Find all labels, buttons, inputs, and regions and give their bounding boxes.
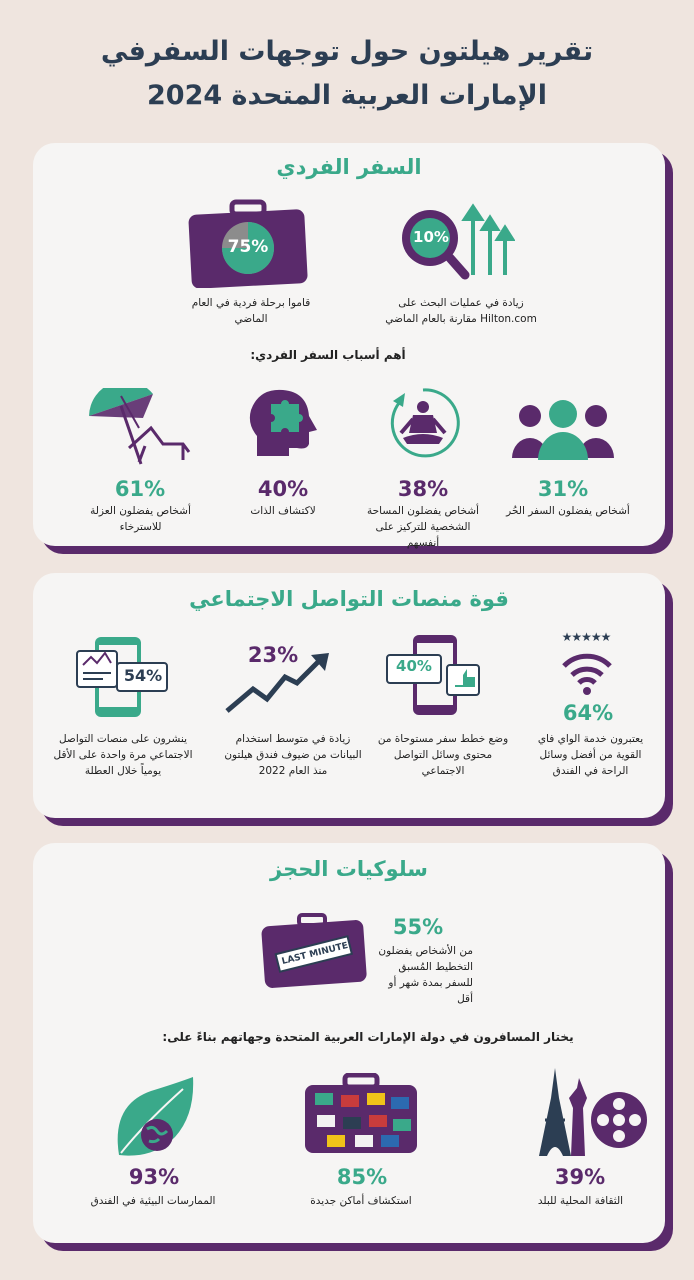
reason-3-caption: لاكتشاف الذات: [250, 505, 316, 517]
social-heading: قوة منصات التواصل الاجتماعي: [189, 587, 509, 611]
factor-3-caption: الممارسات البيئية في الفندق: [90, 1195, 216, 1207]
social-1-pct: 64%: [562, 701, 614, 725]
factor-1-caption: الثقافة المحلية للبلد: [537, 1195, 624, 1207]
social-3-pct: 23%: [247, 643, 299, 667]
landmarks-film-icon: [521, 1058, 651, 1158]
plan-caption: من الأشخاص يفضلون التخطيط المُسبق للسفر بمدة شهر أو أقل: [378, 945, 473, 1005]
social-2-caption: وضع خطط سفر مستوحاة من محتوى وسائل التواصل الاجتماعي: [377, 733, 509, 777]
group-people-icon: [508, 398, 618, 463]
social-2-pct: 40%: [396, 657, 432, 675]
factor-2-caption: استكشاف أماكن جديدة: [310, 1195, 412, 1207]
factor-1-pct: 39%: [554, 1165, 606, 1189]
factor-3-pct: 93%: [128, 1165, 180, 1189]
reason-1-caption: أشخاص يفضلون السفر الحُر: [506, 505, 630, 517]
choose-heading: يختار المسافرون في دولة الإمارات العربية المتحدة وجهاتهم بناءً على:: [162, 1030, 574, 1044]
social-1-caption: يعتبرون خدمة الواي فاي القوية من أفضل وسائل الراحة في الفندق: [537, 733, 644, 777]
title-line-1: تقرير هيلتون حول توجهات السفرفي: [100, 36, 594, 67]
booking-card: [33, 843, 665, 1243]
wifi-icon: [560, 648, 614, 696]
flags-suitcase-icon: [301, 1073, 421, 1158]
trip-caption: قاموا برحلة فردية في العام الماضي: [191, 297, 311, 325]
social-media-card: [33, 573, 665, 818]
solo-travel-card: [33, 143, 665, 549]
reason-4-pct: 61%: [114, 477, 166, 501]
solo-travel-heading: السفر الفردي: [276, 155, 422, 179]
social-4-caption: ينشرون على منصات التواصل الاجتماعي مرة واحدة على الأقل يومياً خلال العطلة: [53, 733, 193, 777]
beach-umbrella-icon: [85, 388, 195, 468]
reasons-heading: أهم أسباب السفر الفردي:: [250, 348, 406, 362]
reason-2-caption: أشخاص يفضلون المساحة الشخصية للتركيز على أنفسهم: [367, 505, 479, 549]
search-pct: 10%: [413, 228, 449, 246]
leaf-globe-icon: [111, 1075, 201, 1160]
reason-2-pct: 38%: [397, 477, 449, 501]
social-4-pct: 54%: [123, 666, 163, 685]
booking-heading: سلوكيات الحجز: [270, 857, 428, 881]
factor-2-pct: 85%: [336, 1165, 388, 1189]
trip-pct: 75%: [227, 237, 269, 257]
title-line-2: الإمارات العربية المتحدة 2024: [147, 80, 547, 111]
social-3-caption: زيادة في متوسط استخدام البيانات من ضيوف فندق هيلتون منذ العام 2022: [224, 733, 362, 777]
phone-like-icon: [385, 633, 485, 718]
reason-3-pct: 40%: [257, 477, 309, 501]
meditation-icon: [383, 383, 463, 463]
page-title: [0, 30, 694, 118]
last-minute-label: LAST MINUTE: [280, 940, 350, 968]
plan-pct: 55%: [392, 915, 444, 939]
search-caption: زيادة في عمليات البحث على Hilton.com مقارنة بالعام الماضي: [385, 297, 537, 325]
head-puzzle-icon: [245, 386, 320, 461]
reason-1-pct: 31%: [537, 477, 589, 501]
trend-arrow-icon: [223, 651, 333, 716]
rating-stars: ★★★★★: [561, 630, 611, 644]
reason-4-caption: أشخاص يفضلون العزلة للاسترخاء: [90, 505, 191, 533]
